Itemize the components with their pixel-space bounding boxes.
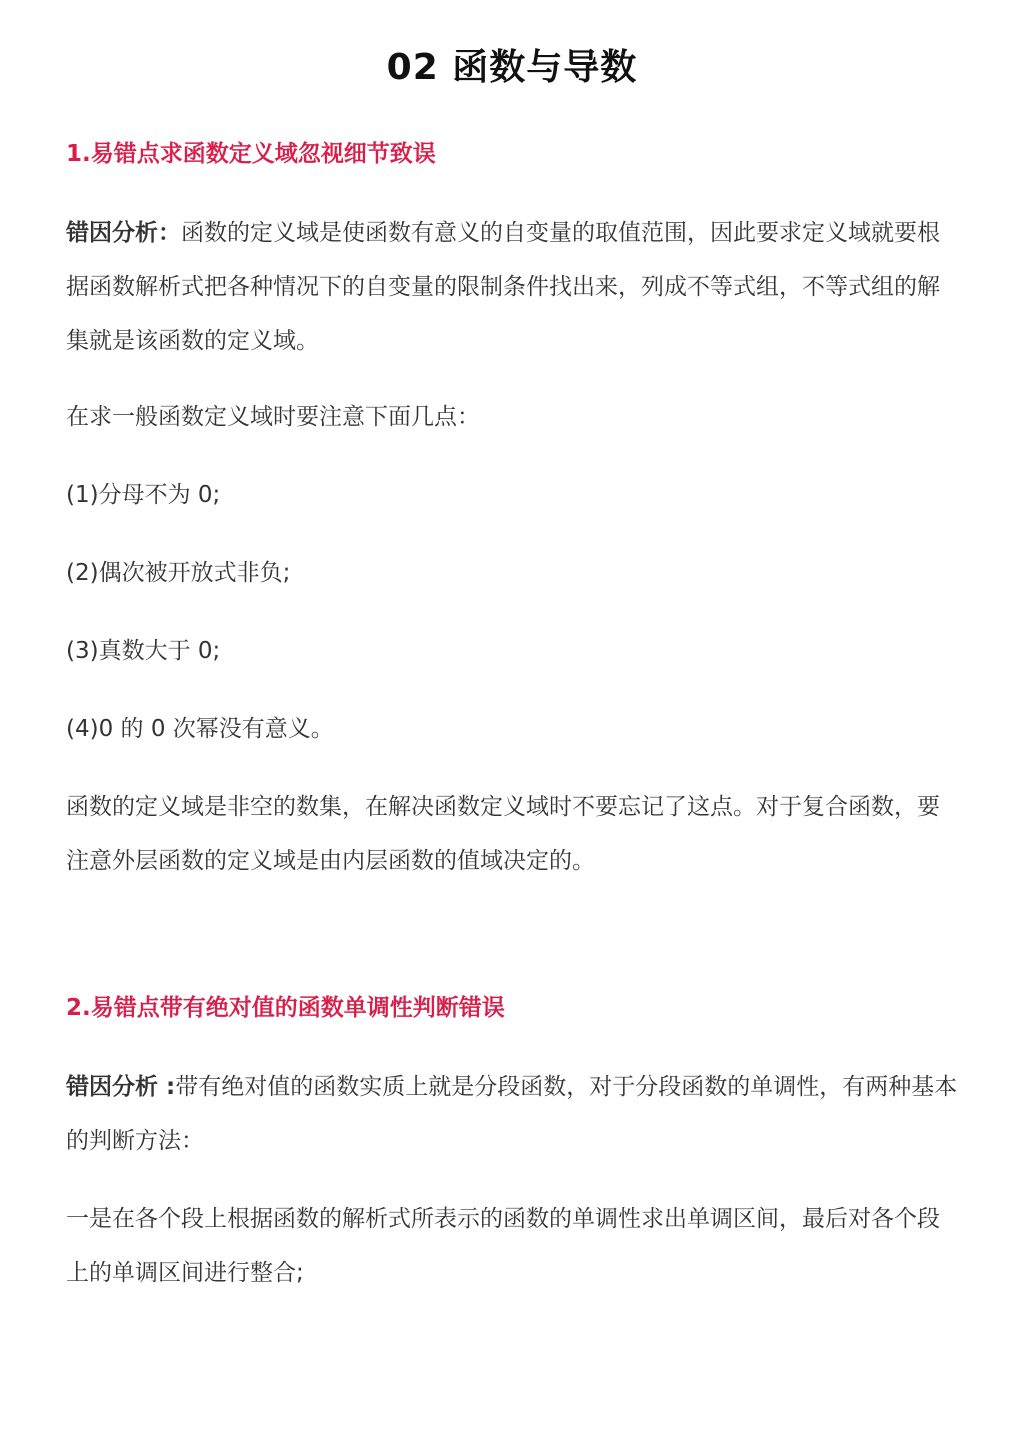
intro-paragraph: 在求一般函数定义域时要注意下面几点： xyxy=(66,404,480,430)
list-item: (2)偶次被开放式非负; xyxy=(66,560,291,586)
analysis-paragraph-1 xyxy=(66,206,958,368)
list-item: (4)0 的 0 次幂没有意义。 xyxy=(66,716,334,742)
page-title: 02 函数与导数 xyxy=(386,47,638,88)
closing-paragraph: 函数的定义域是非空的数集，在解决函数定义域时不要忘记了这点。对于复合函数，要注意外层函数的定义域是由内层函数的值域决定的。 xyxy=(66,794,940,874)
analysis-text-1: 函数的定义域是使函数有意义的自变量的取值范围，因此要求定义域就要根据函数解析式把各种情况下的自变量的限制条件找出来，列成不等式组，不等式组的解集就是该函数的定义域。 xyxy=(66,220,940,354)
section-heading-1: 1.易错点求函数定义域忽视细节致误 xyxy=(66,141,436,167)
analysis-text-2: 带有绝对值的函数实质上就是分段函数，对于分段函数的单调性，有两种基本的判断方法： xyxy=(66,1074,958,1154)
section-heading-2: 2.易错点带有绝对值的函数单调性判断错误 xyxy=(66,995,505,1021)
analysis-label-2: 错因分析 : xyxy=(66,1074,176,1100)
method-paragraph: 一是在各个段上根据函数的解析式所表示的函数的单调性求出单调区间，最后对各个段上的单调区间进行整合; xyxy=(66,1206,940,1286)
analysis-label-1: 错因分析： xyxy=(66,220,181,246)
list-item: (1)分母不为 0; xyxy=(66,482,221,508)
list-item: (3)真数大于 0; xyxy=(66,638,221,664)
analysis-paragraph-2 xyxy=(66,1060,958,1168)
